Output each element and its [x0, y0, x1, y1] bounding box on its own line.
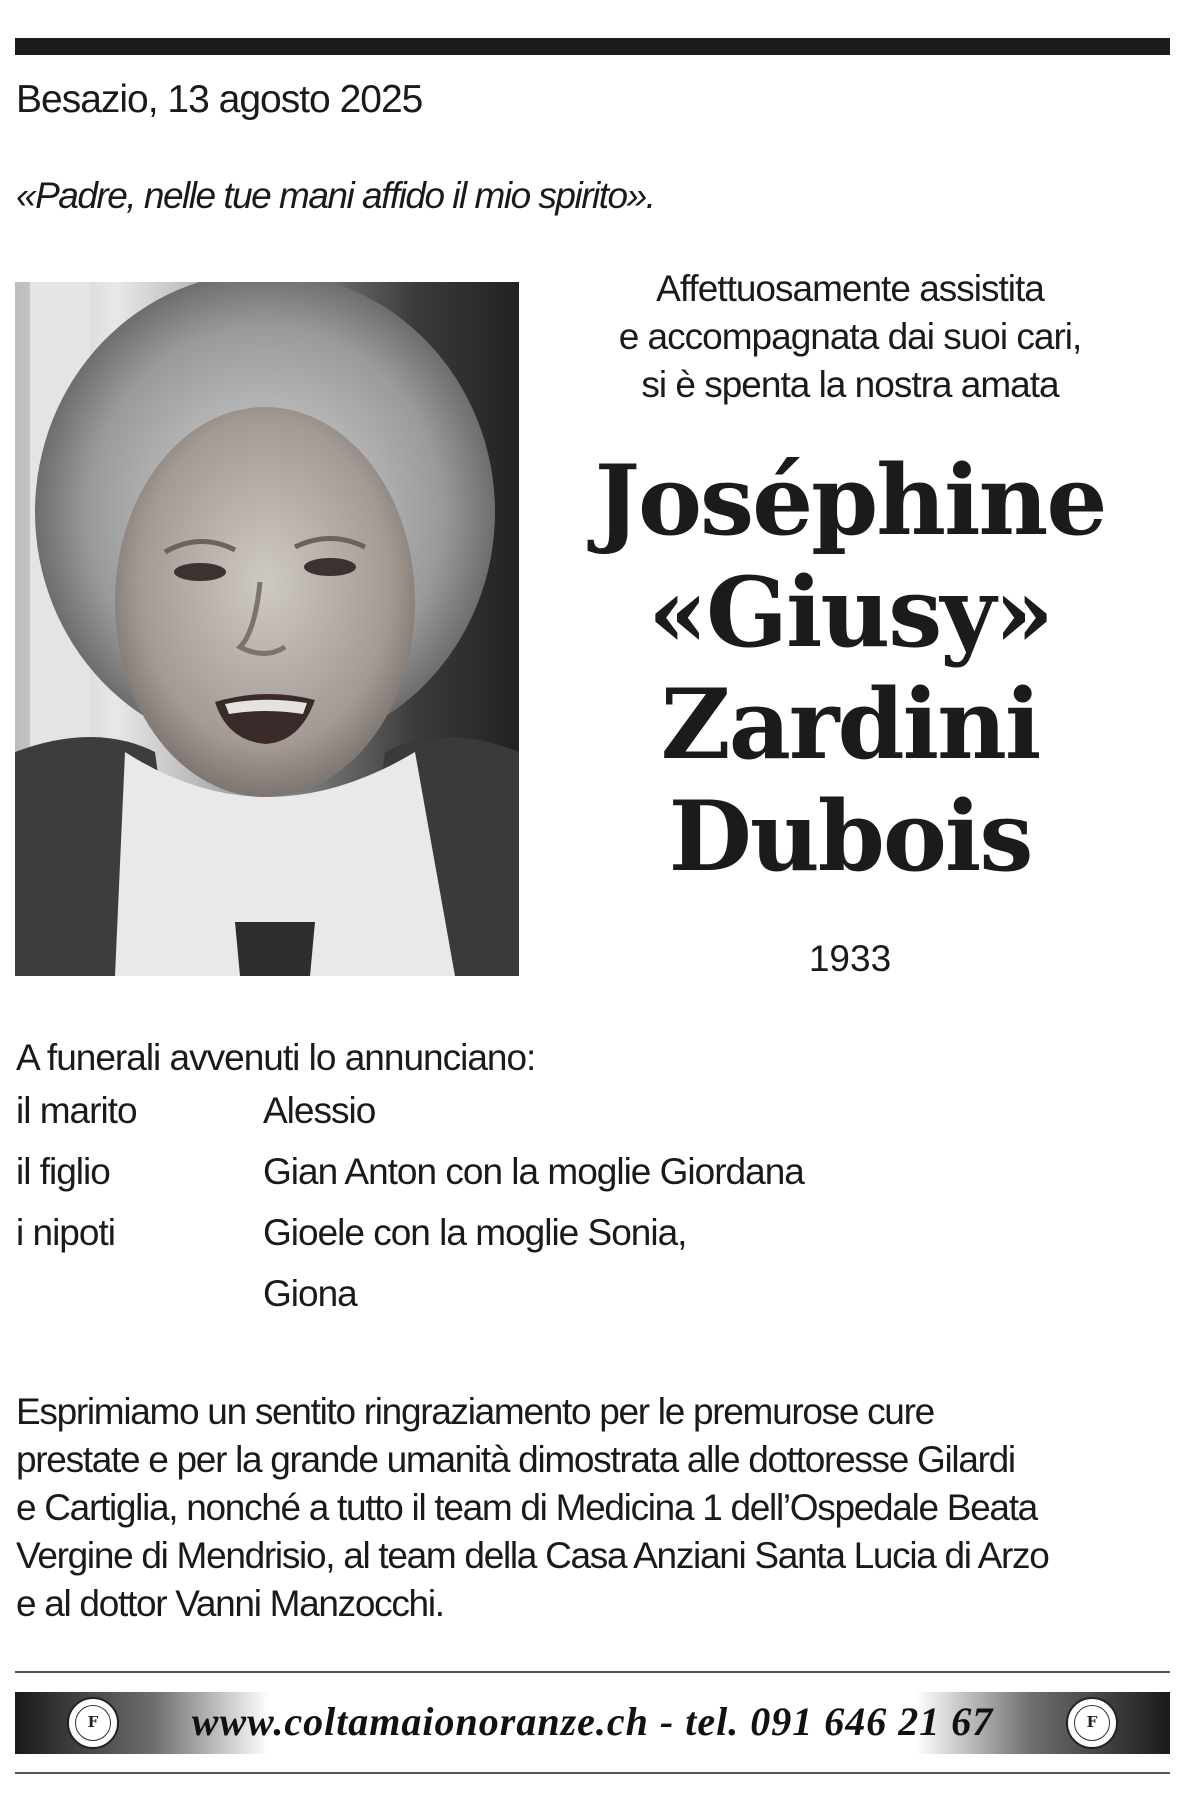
name-line: Dubois [668, 780, 1032, 893]
family-names: Alessio [263, 1090, 376, 1131]
list-item [16, 1090, 1166, 1151]
footer-banner [15, 1692, 1170, 1754]
family-names: Gian Anton con la moglie Giordana [263, 1151, 804, 1192]
family-names: Gioele con la moglie Sonia, [263, 1212, 687, 1253]
divider [15, 1671, 1170, 1673]
intro-line: Affettuosamente assistita [656, 268, 1044, 309]
funeral-home-seal-icon: F [1066, 1697, 1118, 1749]
name-line: Zardini [660, 668, 1040, 781]
announcement: A funerali avvenuti lo annunciano: [16, 1037, 536, 1078]
thanks-paragraph [16, 1388, 1176, 1628]
family-relation: il figlio [16, 1151, 110, 1192]
thanks-line: Esprimiamo un sentito ringraziamento per le premurose cure [16, 1391, 934, 1432]
family-relation: il marito [16, 1090, 137, 1131]
name-line: Joséphine [594, 444, 1106, 557]
intro-line: e accompagnata dai suoi cari, [618, 316, 1082, 357]
list-item [16, 1273, 1166, 1334]
deceased-name [560, 445, 1140, 893]
family-list [16, 1090, 1166, 1334]
contact-info: www.coltamaionoranze.ch - tel. 091 646 21 67 [191, 1699, 994, 1744]
thanks-line: prestate e per la grande umanità dimostrata alle dottoresse Gilardi [16, 1439, 1015, 1480]
thanks-line: e al dottor Vanni Manzocchi. [16, 1583, 444, 1624]
intro-text [560, 265, 1140, 409]
family-names: Giona [263, 1273, 357, 1314]
family-relation: i nipoti [16, 1212, 115, 1253]
bible-quote: «Padre, nelle tue mani affido il mio spirito». [16, 175, 655, 216]
notice-date: Besazio, 13 agosto 2025 [16, 78, 423, 121]
list-item [16, 1151, 1166, 1212]
name-line: «Giusy» [647, 556, 1053, 669]
birth-year: 1933 [808, 938, 892, 979]
top-rule [15, 38, 1170, 55]
funeral-home-seal-icon: F [67, 1697, 119, 1749]
portrait-photo-icon [15, 282, 519, 976]
list-item [16, 1212, 1166, 1273]
thanks-line: Vergine di Mendrisio, al team della Casa Anziani Santa Lucia di Arzo [16, 1535, 1049, 1576]
divider [15, 1772, 1170, 1774]
thanks-line: e Cartiglia, nonché a tutto il team di Medicina 1 dell’Ospedale Beata [16, 1487, 1037, 1528]
intro-line: si è spenta la nostra amata [641, 364, 1059, 405]
family-relation [16, 1273, 263, 1334]
